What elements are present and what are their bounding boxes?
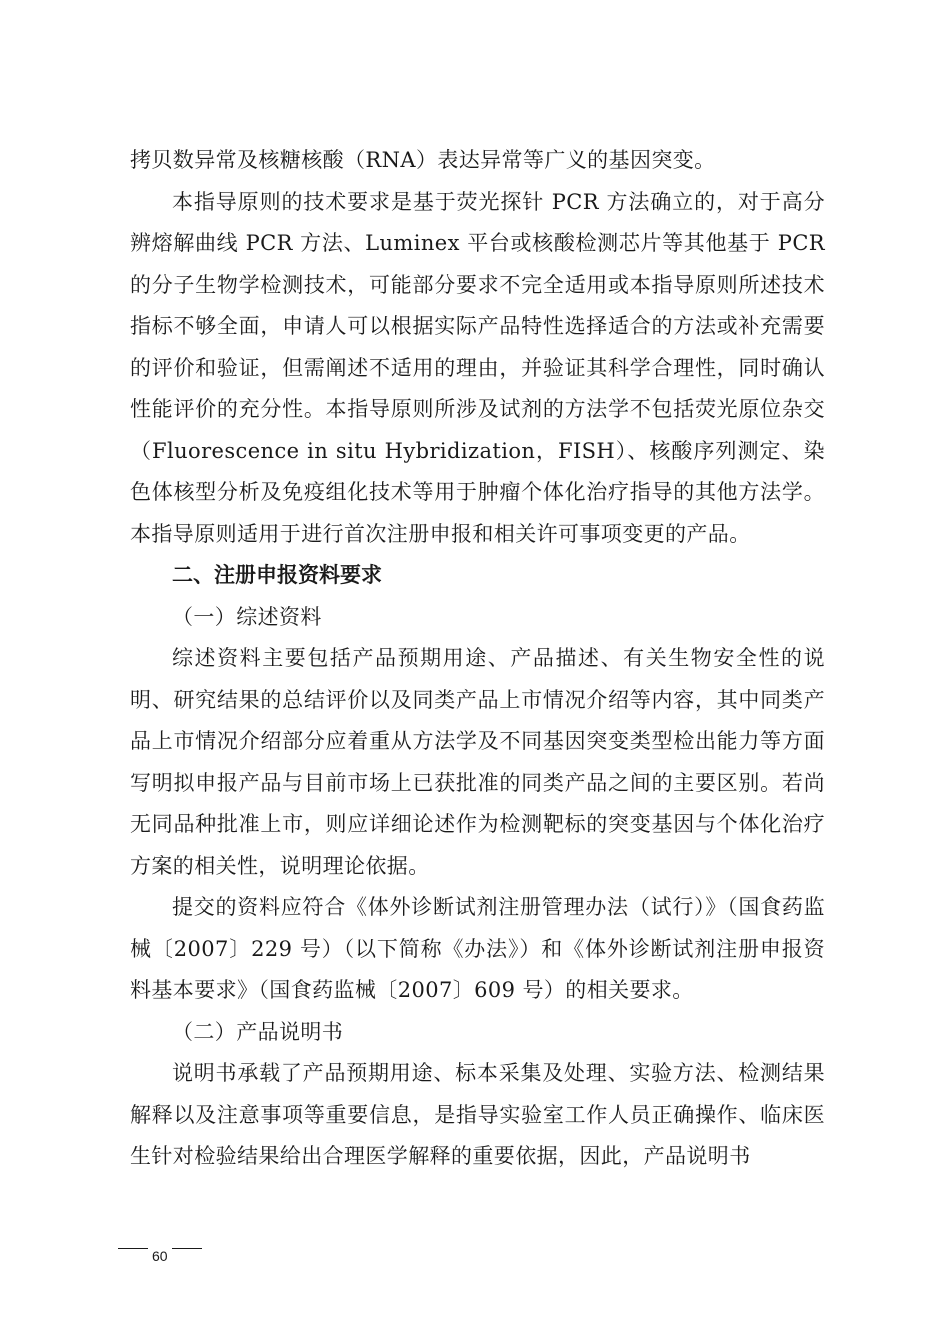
- paragraph-summary: 综述资料主要包括产品预期用途、产品描述、有关生物安全性的说明、研究结果的总结评价以及同类产品上市情况介绍等内容，其中同类产品上市情况介绍部分应着重从方法学及不同基因突变类型检出能力等方面写明拟申报产品与目前市场上已获批准的同类产品之间的主要区别。若尚无同品种批准上市，则应详细论述作为检测靶标的突变基因与个体化治疗方案的相关性，说明理论依据。: [130, 646, 825, 878]
- section-heading: 二、注册申报资料要求: [172, 563, 382, 587]
- subsection-heading-manual: （二）产品说明书: [172, 1019, 344, 1044]
- subsection-heading-summary: （一）综述资料: [172, 604, 322, 629]
- paragraph-scope: 本指导原则的技术要求是基于荧光探针 PCR 方法确立的，对于高分辨熔解曲线 PCR 方法、Luminex 平台或核酸检测芯片等其他基于 PCR 的分子生物学检测技术，可能部分要求不完全适用或本指导原则所述技术指标不够全面，申请人可以根据实际产品特性选择适合的方法或补充需要的评价和验证，但需阐述不适用的理由，并验证其科学合理性，同时确认性能评价的充分性。本指导原则所涉及试剂的方法学不包括荧光原位杂交（Fluorescence in situ Hybridization，FISH）、核酸序列测定、染色体核型分析及免疫组化技术等用于肿瘤个体化治疗指导的其他方法学。本指导原则适用于进行首次注册申报和相关许可事项变更的产品。: [130, 189, 825, 546]
- paragraph-requirements: 提交的资料应符合《体外诊断试剂注册管理办法（试行）》（国食药监械〔2007〕229 号）（以下简称《办法》）和《体外诊断试剂注册申报资料基本要求》（国食药监械〔2007〕609 号）的相关要求。: [130, 895, 825, 1002]
- paragraph-manual: 说明书承载了产品预期用途、标本采集及处理、实验方法、检测结果解释以及注意事项等重要信息，是指导实验室工作人员正确操作、临床医生针对检验结果给出合理医学解释的重要依据，因此，产品说明书: [130, 1061, 825, 1168]
- paragraph-continuation: 拷贝数异常及核糖核酸（RNA）表达异常等广义的基因突变。: [130, 148, 716, 172]
- page-number: 60: [152, 1248, 168, 1264]
- page-footer: [118, 1240, 202, 1264]
- document-body: [130, 140, 825, 1178]
- footer-dash-right: [172, 1248, 202, 1249]
- footer-dash-left: [118, 1248, 148, 1249]
